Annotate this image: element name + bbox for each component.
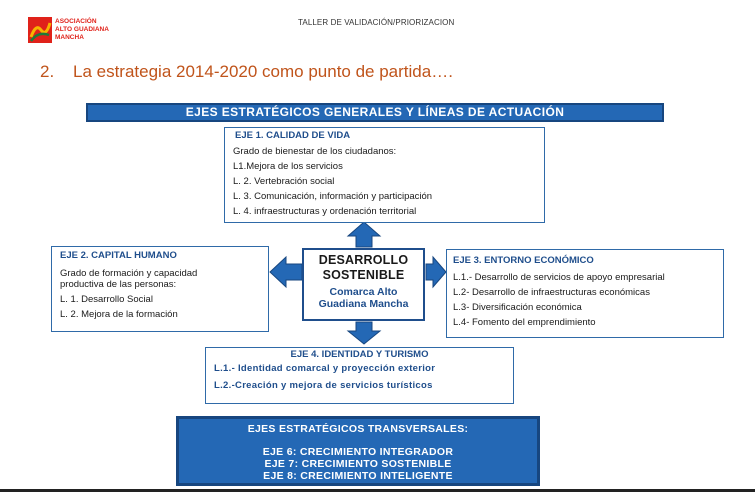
eje3-line: L.3- Diversificación económica <box>453 302 582 313</box>
transversal-axes-box <box>176 416 540 486</box>
logo-text: ASOCIACIÓN ALTO GUADIANA MANCHA <box>55 18 109 41</box>
eje2-line: L. 1. Desarrollo Social <box>60 294 153 305</box>
strategic-axes-banner: EJES ESTRATÉGICOS GENERALES Y LÍNEAS DE ACTUACIÓN <box>86 103 664 122</box>
arrow-left-icon <box>270 257 302 287</box>
eje3-title: EJE 3. ENTORNO ECONÓMICO <box>453 255 594 266</box>
center-sub-line1: Comarca Alto <box>329 286 398 298</box>
eje3-line: L.4- Fomento del emprendimiento <box>453 317 596 328</box>
transversal-item: EJE 6: CRECIMIENTO INTEGRADOR <box>262 446 454 458</box>
eje2-human-capital-box <box>51 246 269 332</box>
eje1-quality-of-life-box <box>224 127 545 223</box>
eje3-line: L.1.- Desarrollo de servicios de apoyo empresarial <box>453 272 665 283</box>
arrow-up-icon <box>348 222 380 247</box>
eje1-title: EJE 1. CALIDAD DE VIDA <box>235 130 351 141</box>
center-title <box>304 253 423 283</box>
eje2-line: L. 2. Mejora de la formación <box>60 309 178 320</box>
eje4-line: L.2.-Creación y mejora de servicios turísticos <box>214 380 433 391</box>
section-title-text: La estrategia 2014-2020 como punto de partida…. <box>73 62 453 81</box>
eje4-title: EJE 4. IDENTIDAD Y TURISMO <box>290 349 429 360</box>
eje1-line: L1.Mejora de los servicios <box>233 161 343 172</box>
transversal-item: EJE 7: CRECIMIENTO SOSTENIBLE <box>264 458 452 470</box>
eje4-identity-tourism-box <box>205 347 514 404</box>
eje1-line: Grado de bienestar de los ciudadanos: <box>233 146 397 157</box>
eje2-description: Grado de formación y capacidad productiva de las personas: <box>60 268 198 290</box>
eje3-economic-environment-box <box>446 249 724 338</box>
transversal-title: EJES ESTRATÉGICOS TRANSVERSALES: <box>247 423 469 435</box>
center-sub-line2: Guadiana Mancha <box>318 298 409 310</box>
eje3-line: L.2- Desarrollo de infraestructuras económicas <box>453 287 650 298</box>
eje1-line: L. 3. Comunicación, información y participación <box>233 191 433 202</box>
center-subtitle <box>304 286 423 310</box>
header-title: TALLER DE VALIDACIÓN/PRIORIZACION <box>298 18 455 27</box>
arrow-down-icon <box>348 322 380 344</box>
center-title-line1: DESARROLLO <box>318 253 409 267</box>
eje2-title: EJE 2. CAPITAL HUMANO <box>60 250 177 261</box>
arrow-right-icon <box>426 257 446 287</box>
eje1-line: L. 2. Vertebración social <box>233 176 335 187</box>
eje4-line: L.1.- Identidad comarcal y proyección exterior <box>214 363 436 374</box>
transversal-item: EJE 8: CRECIMIENTO INTELIGENTE <box>263 470 453 482</box>
eje1-line: L. 4. infraestructuras y ordenación territorial <box>233 206 417 217</box>
bottom-divider <box>0 489 755 492</box>
sustainable-development-center <box>302 248 425 321</box>
section-number: 2. <box>40 62 55 81</box>
center-title-line2: SOSTENIBLE <box>322 268 405 282</box>
